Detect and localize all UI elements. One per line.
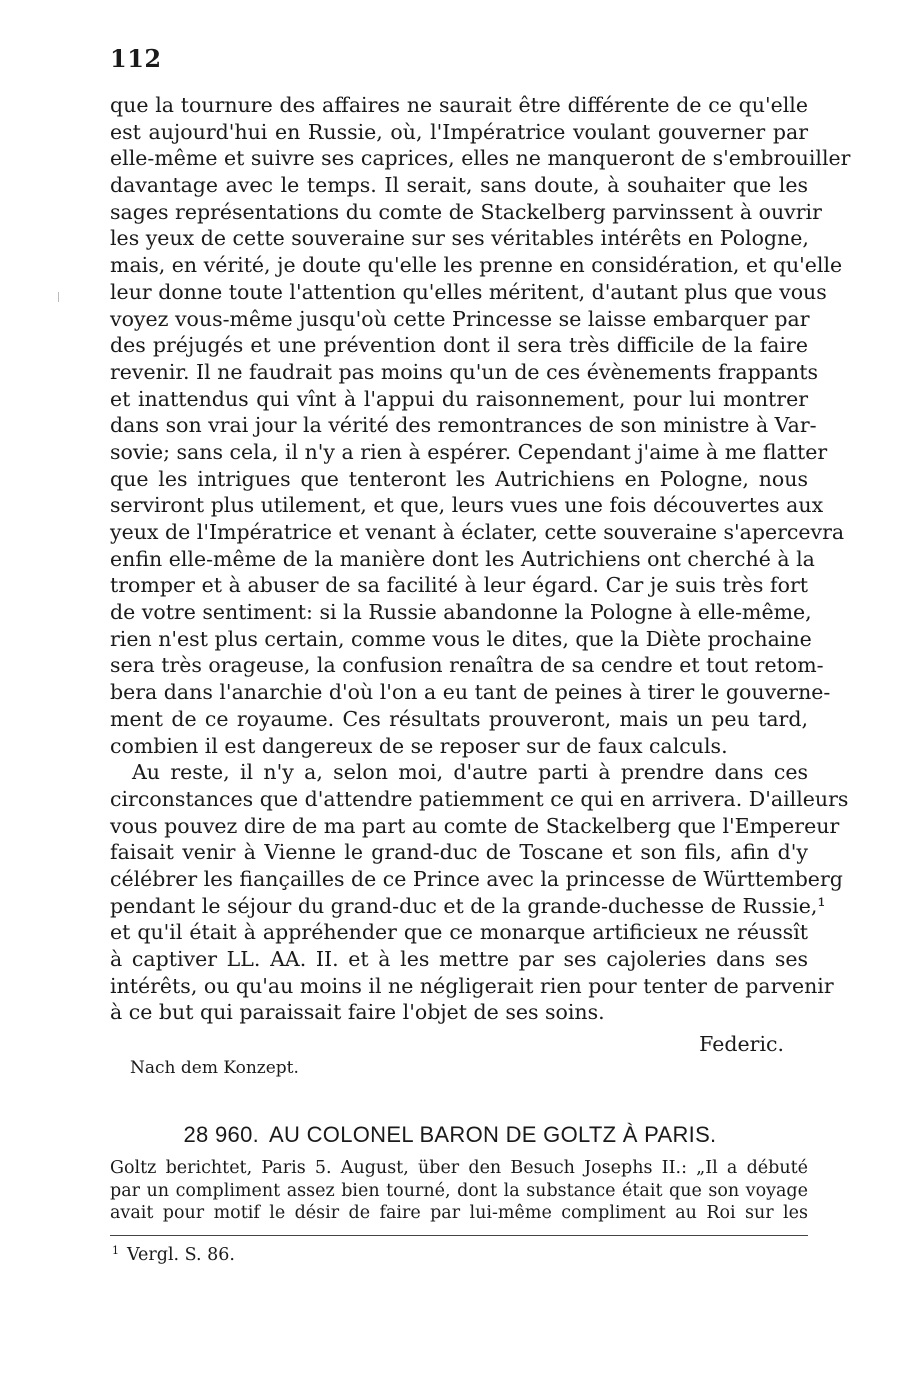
footnote-divider — [110, 1235, 808, 1236]
summary-line: Goltz berichtet, Paris 5. August, über den Besuch Josephs II.: „Il a débuté — [110, 1158, 808, 1178]
body-line: bera dans l'anarchie d'où l'on a eu tant de peines à tirer le gouverne- — [110, 680, 831, 705]
summary-line: avait pour motif le désir de faire par lui-même compliment au Roi sur les — [110, 1203, 808, 1223]
paragraph-line: célébrer les fiançailles de ce Prince avec la princesse de Württemberg — [110, 866, 843, 891]
letter-body — [110, 92, 851, 1026]
paragraph-line: vous pouvez dire de ma part au comte de Stackelberg que l'Empereur — [110, 813, 840, 838]
body-line: des préjugés et une prévention dont il sera très difficile de la faire — [110, 333, 808, 358]
paragraph-line: Au reste, il n'y a, selon moi, d'autre parti à prendre dans ces — [132, 760, 808, 785]
paragraph-line: à captiver LL. AA. II. et à les mettre par ses cajoleries dans ses — [110, 947, 808, 971]
body-line: les yeux de cette souveraine sur ses véritables intérêts en Pologne, — [110, 226, 809, 251]
footnote-marker: 1 — [112, 1244, 119, 1257]
letter-title: AU COLONEL BARON DE GOLTZ À PARIS. — [269, 1122, 717, 1147]
body-line: et inattendus qui vînt à l'appui du raisonnement, pour lui montrer — [110, 386, 808, 411]
footnote-text: Vergl. S. 86. — [127, 1245, 235, 1265]
page-number: 112 — [110, 44, 162, 73]
body-line: revenir. Il ne faudrait pas moins qu'un de ces évènements frappants — [110, 359, 819, 384]
letter-number: 28 960. — [183, 1122, 260, 1147]
letter-summary — [110, 1157, 808, 1225]
body-line: elle-même et suivre ses caprices, elles ne manqueront de s'embrouiller — [110, 146, 851, 171]
source-note: Nach dem Konzept. — [130, 1058, 299, 1078]
body-line: sera très orageuse, la confusion renaîtra de sa cendre et tout retom- — [110, 653, 824, 678]
margin-mark — [58, 292, 59, 302]
body-line: serviront plus utilement, et que, leurs vues une fois découvertes aux — [110, 493, 824, 518]
body-line: yeux de l'Impératrice et venant à éclater, cette souveraine s'apercevra — [110, 520, 845, 544]
body-line: que la tournure des affaires ne saurait être différente de ce qu'elle — [110, 93, 808, 117]
paragraph-line: intérêts, ou qu'au moins il ne négligerait rien pour tenter de parvenir — [110, 973, 834, 998]
body-line: sovie; sans cela, il n'y a rien à espérer. Cependant j'aime à me flatter — [110, 439, 828, 464]
body-line: rien n'est plus certain, comme vous le dites, que la Diète prochaine — [110, 626, 812, 651]
footnote — [112, 1244, 235, 1265]
paragraph-line: circonstances que d'attendre patiemment ce qui en arrivera. D'ailleurs — [110, 786, 849, 811]
paragraph-line: à ce but qui paraissait faire l'objet de ses soins. — [110, 1000, 605, 1025]
body-line: davantage avec le temps. Il serait, sans doute, à souhaiter que les — [110, 173, 808, 198]
body-line: combien il est dangereux de se reposer sur de faux calculs. — [110, 733, 728, 758]
body-line: leur donne toute l'attention qu'elles méritent, d'autant plus que vous — [110, 279, 827, 304]
body-line: dans son vrai jour la vérité des remontrances de son ministre à Var- — [110, 413, 817, 438]
body-line: que les intrigues que tenteront les Autrichiens en Pologne, nous — [110, 466, 808, 491]
body-line: tromper et à abuser de sa facilité à leur égard. Car je suis très fort — [110, 573, 808, 598]
summary-line: par un compliment assez bien tourné, dont la substance était que son voyage — [110, 1180, 808, 1201]
paragraph-line: pendant le séjour du grand-duc et de la grande-duchesse de Russie,¹ — [110, 893, 826, 918]
signature: Federic. — [699, 1032, 784, 1056]
body-line: est aujourd'hui en Russie, où, l'Impératrice voulant gouverner par — [110, 119, 808, 144]
body-line: sages représentations du comte de Stackelberg parvinssent à ouvrir — [110, 199, 822, 224]
body-line: enfin elle-même de la manière dont les Autrichiens ont cherché à la — [110, 546, 815, 571]
body-line: mais, en vérité, je doute qu'elle les prenne en considération, et qu'elle — [110, 253, 843, 278]
body-line: de votre sentiment: si la Russie abandonne la Pologne à elle-même, — [110, 600, 812, 625]
body-line: voyez vous-même jusqu'où cette Princesse se laisse embarquer par — [110, 306, 810, 331]
body-line: ment de ce royaume. Ces résultats prouveront, mais un peu tard, — [110, 706, 808, 731]
paragraph-line: faisait venir à Vienne le grand-duc de Toscane et son fils, afin d'y — [110, 840, 808, 865]
paragraph-line: et qu'il était à appréhender que ce monarque artificieux ne réussît — [110, 920, 808, 945]
letter-heading — [0, 1122, 900, 1148]
